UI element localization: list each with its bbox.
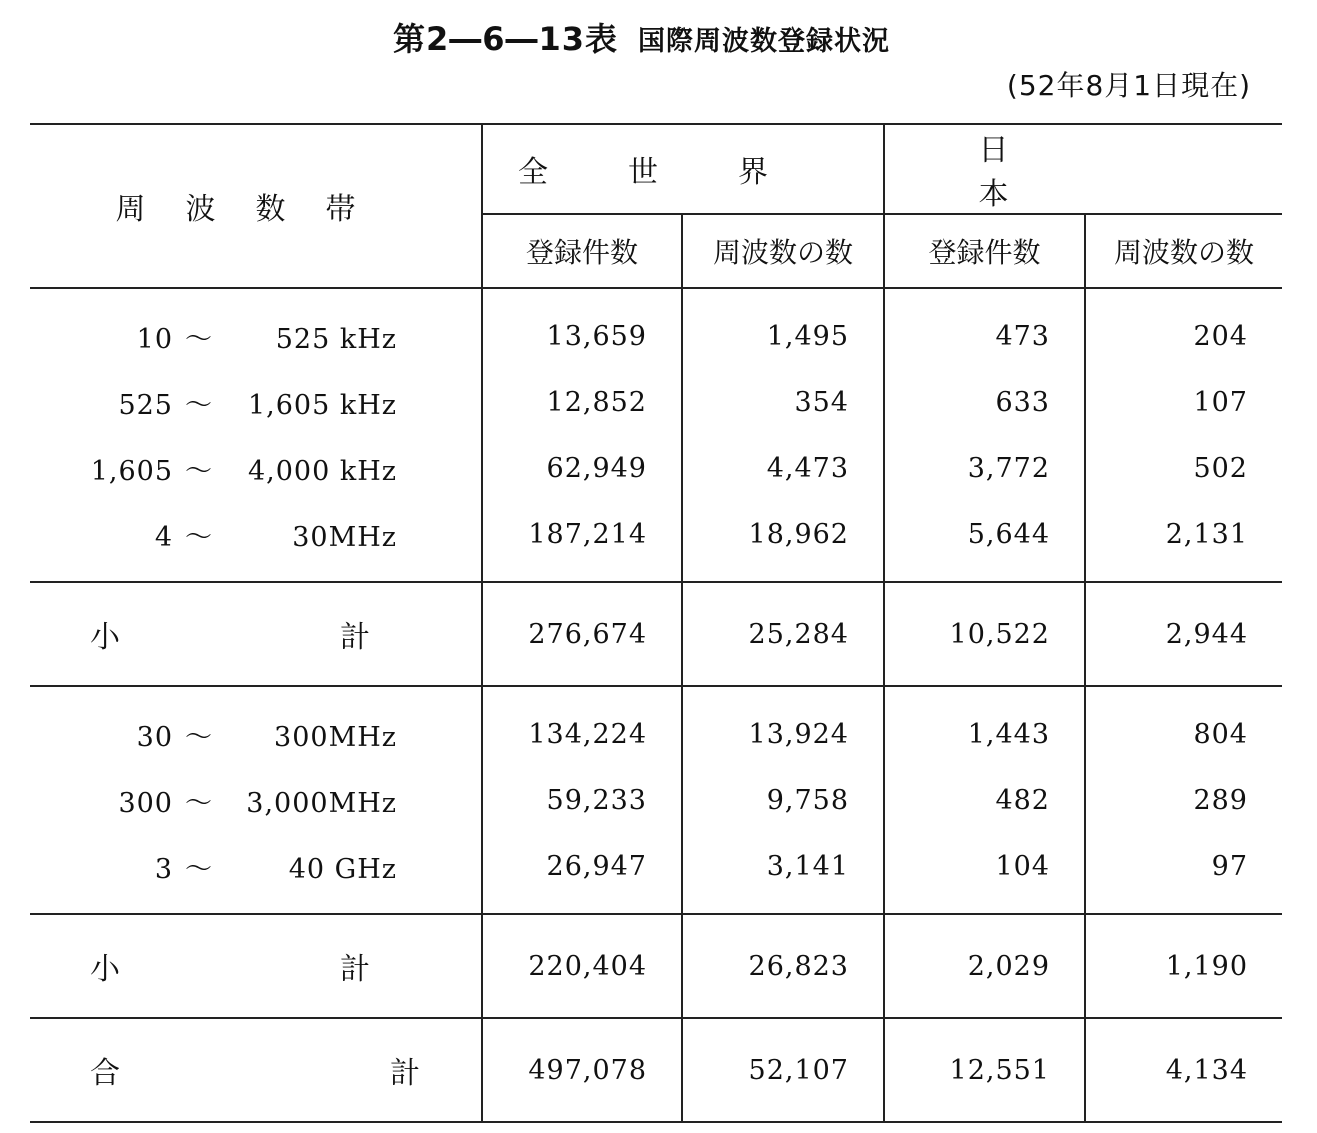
table-row xyxy=(30,435,1282,501)
japan-frequencies: 97 xyxy=(1211,850,1248,882)
table-row xyxy=(30,369,1282,435)
total-row xyxy=(30,1018,1282,1122)
header-japan-registrations: 登録件数 xyxy=(884,214,1085,288)
header-japan: 日本 xyxy=(884,124,1282,214)
table-name: 国際周波数登録状況 xyxy=(638,26,891,57)
world-frequencies: 13,924 xyxy=(682,701,884,767)
japan-registrations: 2,029 xyxy=(884,914,1085,1018)
world-registrations: 62,949 xyxy=(482,435,682,501)
japan-frequencies: 107 xyxy=(1193,386,1248,418)
world-registrations: 26,947 xyxy=(482,833,682,899)
band-cell: 1,605 ～ 4,000 kHz xyxy=(30,435,482,501)
japan-registrations: 12,551 xyxy=(884,1018,1085,1122)
world-frequencies: 354 xyxy=(682,369,884,435)
japan-registrations: 473 xyxy=(884,303,1085,369)
table-row xyxy=(30,303,1282,369)
frequency-registration-table xyxy=(30,123,1282,1123)
world-registrations: 59,233 xyxy=(482,767,682,833)
world-registrations: 187,214 xyxy=(482,501,682,567)
japan-registrations: 10,522 xyxy=(884,582,1085,686)
table-title xyxy=(0,14,1317,60)
band-cell: 30 ～ 300MHz xyxy=(30,701,482,767)
japan-registrations: 482 xyxy=(884,767,1085,833)
japan-frequencies: 4,134 xyxy=(1085,1018,1282,1122)
table-row xyxy=(30,701,1282,767)
world-frequencies: 9,758 xyxy=(682,767,884,833)
subtotal-row xyxy=(30,914,1282,1018)
japan-registrations: 5,644 xyxy=(884,501,1085,567)
world-frequencies: 18,962 xyxy=(682,501,884,567)
table-number: 第2―6―13表 xyxy=(392,20,619,58)
japan-frequencies: 2,131 xyxy=(1165,518,1248,550)
japan-registrations: 1,443 xyxy=(884,701,1085,767)
world-registrations: 13,659 xyxy=(482,303,682,369)
japan-frequencies: 502 xyxy=(1193,452,1248,484)
world-frequencies: 3,141 xyxy=(682,833,884,899)
band-cell: 3 ～ 40 GHz xyxy=(30,833,482,899)
band-cell: 300 ～ 3,000MHz xyxy=(30,767,482,833)
japan-frequencies: 204 xyxy=(1193,320,1248,352)
world-registrations: 12,852 xyxy=(482,369,682,435)
japan-frequencies: 2,944 xyxy=(1085,582,1282,686)
as-of-date: (52年8月1日現在) xyxy=(1006,69,1251,102)
subtotal-label: 小 計 xyxy=(30,914,482,1018)
japan-registrations: 3,772 xyxy=(884,435,1085,501)
header-world-registrations: 登録件数 xyxy=(482,214,682,288)
subtotal-label: 小 計 xyxy=(30,582,482,686)
japan-frequencies: 289 xyxy=(1193,784,1248,816)
japan-registrations: 104 xyxy=(884,833,1085,899)
subtotal-row xyxy=(30,582,1282,686)
table-row xyxy=(30,833,1282,899)
world-registrations: 497,078 xyxy=(482,1018,682,1122)
world-frequencies: 52,107 xyxy=(682,1018,884,1122)
world-registrations: 134,224 xyxy=(482,701,682,767)
header-frequency-band: 周波数帯 xyxy=(30,124,482,288)
japan-registrations: 633 xyxy=(884,369,1085,435)
header-world: 全世界 xyxy=(482,124,884,214)
world-frequencies: 1,495 xyxy=(682,303,884,369)
world-frequencies: 26,823 xyxy=(682,914,884,1018)
header-japan-frequencies: 周波数の数 xyxy=(1085,214,1282,288)
japan-frequencies: 804 xyxy=(1193,718,1248,750)
world-registrations: 220,404 xyxy=(482,914,682,1018)
band-cell: 10 ～ 525 kHz xyxy=(30,303,482,369)
header-world-frequencies: 周波数の数 xyxy=(682,214,884,288)
world-registrations: 276,674 xyxy=(482,582,682,686)
band-cell: 4 ～ 30MHz xyxy=(30,501,482,567)
world-frequencies: 25,284 xyxy=(682,582,884,686)
world-frequencies: 4,473 xyxy=(682,435,884,501)
table-row xyxy=(30,501,1282,567)
total-label: 合 計 xyxy=(30,1018,482,1122)
japan-frequencies: 1,190 xyxy=(1085,914,1282,1018)
table-row xyxy=(30,767,1282,833)
band-cell: 525 ～ 1,605 kHz xyxy=(30,369,482,435)
